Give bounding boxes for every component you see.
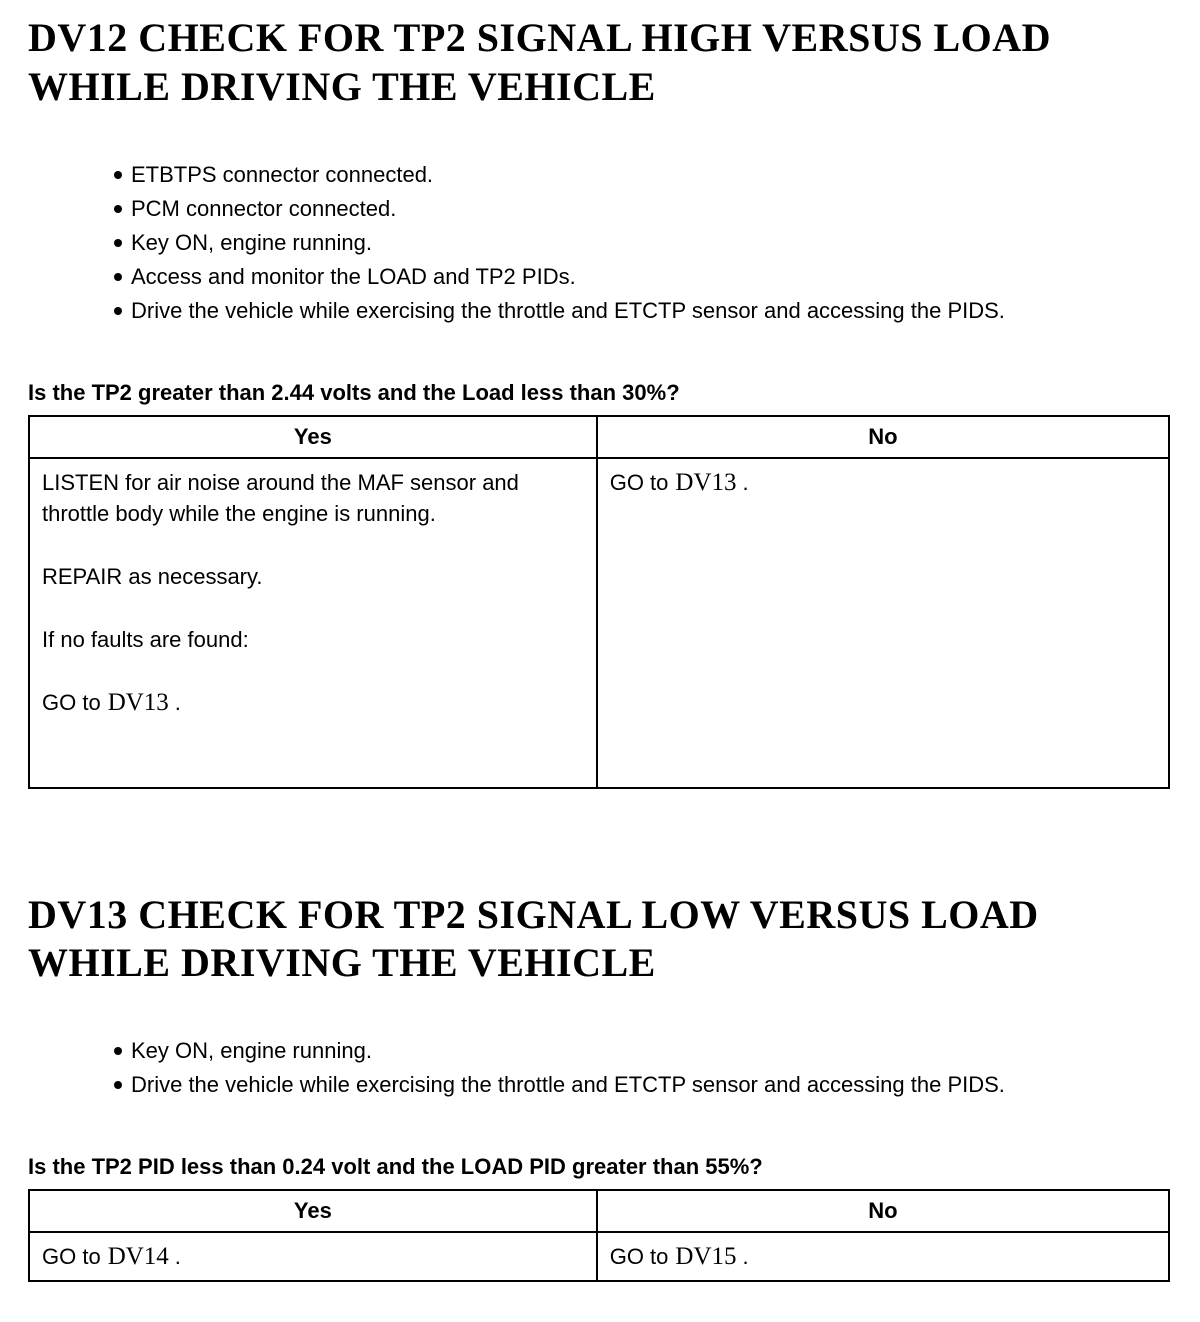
list-item [114, 158, 1170, 192]
table-header-row [29, 1190, 1169, 1232]
section-title-dv12: DV12 CHECK FOR TP2 SIGNAL HIGH VERSUS LOAD WHILE DRIVING THE VEHICLE [28, 15, 1052, 109]
yes-column-header: Yes [29, 1190, 597, 1232]
table-body-row [29, 458, 1169, 788]
instruction-text: If no faults are found: [42, 626, 249, 652]
bullet-icon [114, 205, 122, 213]
section-title-dv13: DV13 CHECK FOR TP2 SIGNAL LOW VERSUS LOAD WHILE DRIVING THE VEHICLE [28, 891, 1039, 986]
go-to-suffix: . [174, 689, 181, 715]
go-to-suffix: . [174, 1244, 181, 1270]
bullet-icon [114, 273, 122, 281]
list-item-text: Drive the vehicle while exercising the throttle and ETCTP sensor and accessing the PIDS. [131, 1072, 1005, 1098]
decision-table-dv13 [28, 1189, 1170, 1282]
list-item [114, 1034, 1170, 1068]
go-to-prefix: GO to [609, 1244, 669, 1270]
question-text-dv12: Is the TP2 greater than 2.44 volts and the Load less than 30%? [28, 379, 680, 405]
yes-cell [29, 458, 597, 788]
list-item [114, 260, 1170, 294]
list-item-text: ETBTPS connector connected. [131, 161, 434, 187]
go-to-prefix: GO to [42, 1244, 101, 1270]
table-header-row [29, 416, 1169, 458]
go-to-suffix: . [742, 469, 749, 495]
no-cell [597, 458, 1169, 788]
no-column-header: No [597, 416, 1169, 458]
go-to-suffix: . [742, 1244, 749, 1270]
list-item-text: Drive the vehicle while exercising the throttle and ETCTP sensor and accessing the PIDS. [131, 297, 1005, 323]
no-cell [597, 1232, 1169, 1281]
dv15-reference-link[interactable]: DV15 [675, 1243, 737, 1271]
list-item [114, 294, 1170, 328]
bullet-icon [114, 307, 122, 315]
table-body-row [29, 1232, 1169, 1281]
dv14-reference-link[interactable]: DV14 [107, 1243, 169, 1271]
list-item [114, 192, 1170, 226]
list-item [114, 226, 1170, 260]
list-item-text: Key ON, engine running. [131, 1038, 372, 1064]
list-item [114, 1068, 1170, 1102]
dv13-reference-link[interactable]: DV13 [107, 688, 169, 716]
instruction-text: REPAIR as necessary. [42, 563, 263, 589]
list-item-text: Access and monitor the LOAD and TP2 PIDs. [131, 263, 576, 289]
go-to-line [42, 687, 584, 718]
go-to-line [610, 467, 1156, 498]
no-column-header: No [597, 1190, 1169, 1232]
prerequisites-list-dv12 [114, 158, 1170, 328]
bullet-icon [114, 171, 122, 179]
decision-table-dv12 [28, 415, 1170, 789]
bullet-icon [114, 1081, 122, 1089]
question-text-dv13: Is the TP2 PID less than 0.24 volt and the LOAD PID greater than 55%? [28, 1154, 763, 1180]
dv13-reference-link[interactable]: DV13 [675, 468, 737, 496]
prerequisites-list-dv13 [114, 1034, 1170, 1102]
go-to-prefix: GO to [609, 469, 669, 495]
go-to-line [610, 1241, 1156, 1272]
list-item-text: PCM connector connected. [131, 195, 397, 221]
section-dv12 [28, 14, 1170, 789]
bullet-icon [114, 1047, 122, 1055]
go-to-line [42, 1241, 584, 1272]
bullet-icon [114, 239, 122, 247]
section-dv13 [28, 891, 1170, 1283]
list-item-text: Key ON, engine running. [131, 229, 372, 255]
go-to-prefix: GO to [42, 689, 101, 715]
instruction-text: LISTEN for air noise around the MAF sensor and throttle body while the engine is running. [42, 469, 519, 526]
yes-cell [29, 1232, 597, 1281]
yes-column-header: Yes [29, 416, 597, 458]
